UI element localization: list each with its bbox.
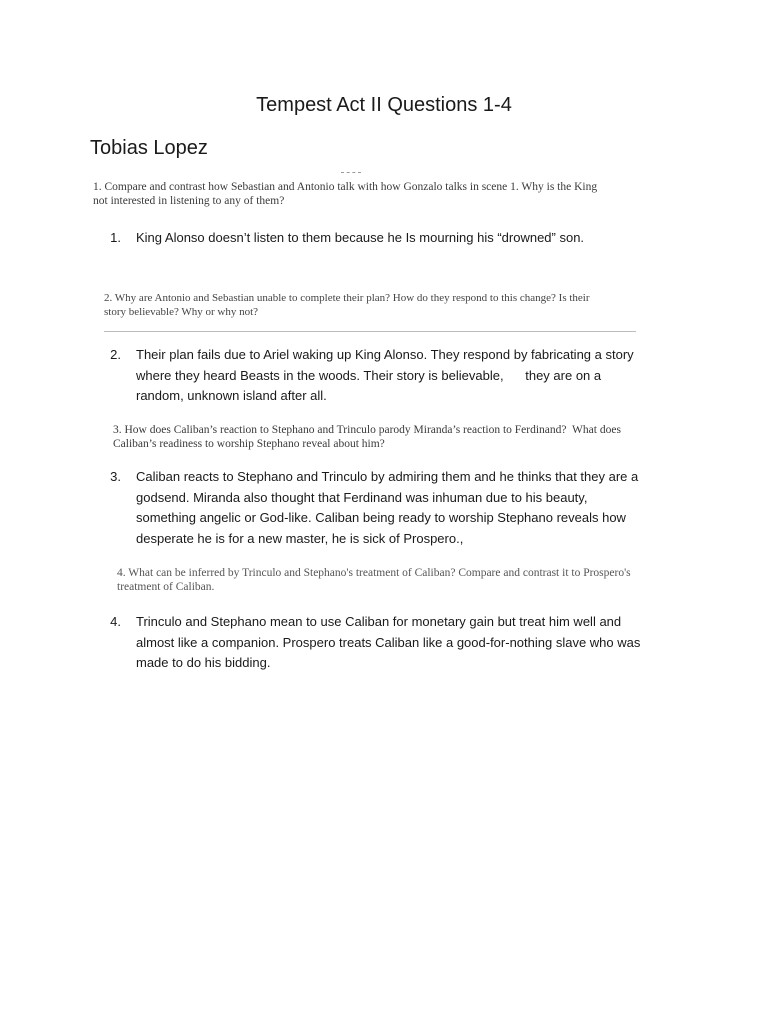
- answer-text: [136, 345, 676, 407]
- answer-line: made to do his bidding.: [136, 655, 271, 670]
- answer-line: godsend. Miranda also thought that Ferdinand was inhuman due to his beauty,: [136, 489, 588, 505]
- question-line: 1. Compare and contrast how Sebastian and Antonio talk with how Gonzalo talks in scene 1. Why is the King: [93, 181, 598, 193]
- answer-number: 3.: [110, 469, 121, 484]
- answer-number: 1.: [110, 230, 121, 245]
- question-1: [93, 180, 633, 208]
- answer-line: Their plan fails due to Ariel waking up King Alonso. They respond by fabricating a story: [136, 347, 634, 362]
- answer-text: [136, 228, 676, 249]
- answer-line: something angelic or God-like. Caliban being ready to worship Stephano reveals how: [136, 510, 626, 525]
- scan-artifact-dashes: [341, 172, 361, 173]
- question-line: treatment of Caliban.: [117, 581, 215, 593]
- question-line: story believable? Why or why not?: [104, 306, 259, 318]
- question-4: [117, 566, 667, 594]
- answer-number: 4.: [110, 614, 121, 629]
- question-line: 3. How does Caliban’s reaction to Stephano and Trinculo parody Miranda’s reaction to Ferdinand? What does: [113, 424, 621, 436]
- answer-line: Caliban reacts to Stephano and Trinculo by admiring them and he thinks that they are a: [136, 469, 639, 484]
- answer-line: King Alonso doesn’t listen to them because he Is mourning his “drowned” son.: [136, 230, 585, 245]
- answer-line: almost like a companion. Prospero treats Caliban like a good-for-nothing slave who was: [136, 634, 641, 650]
- answer-number: 2.: [110, 347, 121, 362]
- question-line: not interested in listening to any of them?: [93, 195, 285, 207]
- answer-line: desperate he is for a new master, he is sick of Prospero.,: [136, 530, 464, 546]
- answer-text: [136, 467, 676, 549]
- answer-line: Trinculo and Stephano mean to use Caliban for monetary gain but treat him well and: [136, 614, 622, 629]
- answer-line: random, unknown island after all.: [136, 388, 327, 403]
- author-name: Tobias Lopez: [90, 137, 208, 159]
- document-title: Tempest Act II Questions 1-4: [256, 94, 512, 116]
- question-line: 4. What can be inferred by Trinculo and Stephano's treatment of Caliban? Compare and contrast it to Prospero's: [117, 567, 631, 579]
- question-3: [113, 423, 658, 451]
- question-2: [104, 291, 644, 319]
- answer-text: [136, 612, 676, 674]
- question-line: 2. Why are Antonio and Sebastian unable to complete their plan? How do they respond to this change? Is their: [104, 292, 590, 304]
- answer-underline: [104, 331, 636, 332]
- answer-line: where they heard Beasts in the woods. Their story is believable, they are on a: [136, 367, 602, 383]
- question-line: Caliban’s readiness to worship Stephano reveal about him?: [113, 438, 385, 450]
